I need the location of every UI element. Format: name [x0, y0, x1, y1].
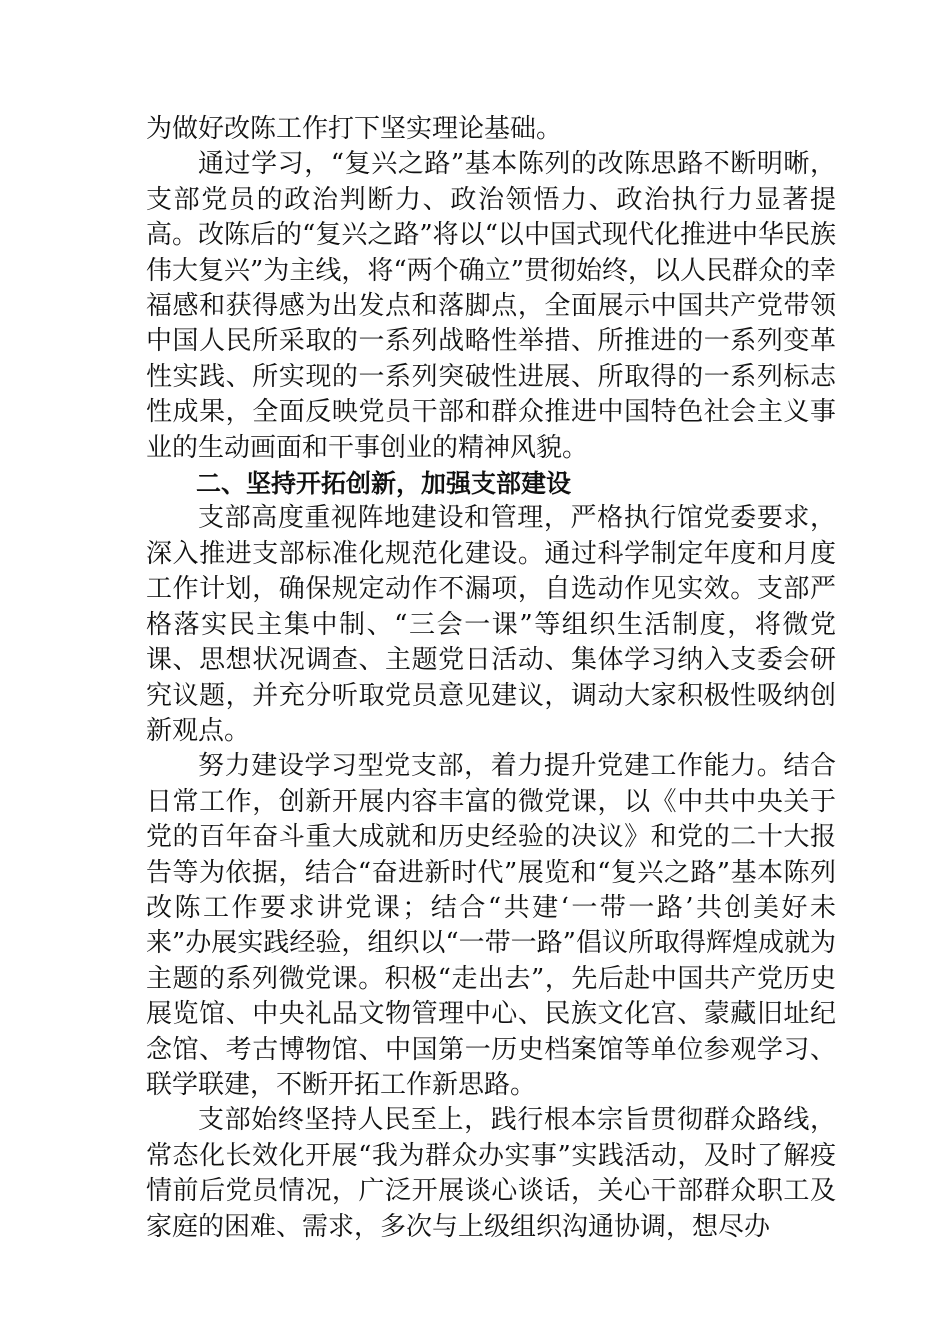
- section-heading-two: 二、坚持开拓创新，加强支部建设: [196, 469, 572, 499]
- document-body: [146, 112, 836, 1245]
- paragraph-learning-branch: 努力建设学习型党支部，着力提升党建工作能力。结合日常工作，创新开展内容丰富的微党课，以《中共中央关于党的百年奋斗重大成就和历史经验的决议》和党的二十大报告等为依据，结合“奋进新时代”展览和“复兴之路”基本陈列改陈工作要求讲党课；结合“共建‘一带一路’共创美好未来”办展实践经验，组织以“一带一路”倡议所取得辉煌成就为主题的系列微党课。积极“走出去”，先后赴中国共产党历史展览馆、中央礼品文物管理中心、民族文化宫、蒙藏旧址纪念馆、考古博物馆、中国第一历史档案馆等单位参观学习、联学联建，不断开拓工作新思路。: [146, 751, 836, 1100]
- paragraph-continuation: 为做好改陈工作打下坚实理论基础。: [146, 114, 563, 144]
- paragraph-study-results: 通过学习，“复兴之路”基本陈列的改陈思路不断明晰，支部党员的政治判断力、政治领悟力、政治执行力显著提高。改陈后的“复兴之路”将以“以中国式现代化推进中华民族伟大复兴”为主线，将“两个确立”贯彻始终，以人民群众的幸福感和获得感为出发点和落脚点，全面展示中国共产党带领中国人民所采取的一系列战略性举措、所推进的一系列变革性实践、所实现的一系列突破性进展、所取得的一系列标志性成果，全面反映党员干部和群众推进中国特色社会主义事业的生动画面和干事创业的精神风貌。: [146, 149, 836, 463]
- paragraph-branch-standardization: 支部高度重视阵地建设和管理，严格执行馆党委要求，深入推进支部标准化规范化建设。通过科学制定年度和月度工作计划，确保规定动作不漏项，自选动作见实效。支部严格落实民主集中制、“三会一课”等组织生活制度，将微党课、思想状况调查、主题党日活动、集体学习纳入支委会研究议题，并充分听取党员意见建议，调动大家积极性吸纳创新观点。: [146, 503, 836, 746]
- paragraph-people-first: 支部始终坚持人民至上，践行根本宗旨贯彻群众路线，常态化长效化开展“我为群众办实事”实践活动，及时了解疫情前后党员情况，广泛开展谈心谈话，关心干部群众职工及家庭的困难、需求，多次与上级组织沟通协调，想尽办: [146, 1105, 836, 1242]
